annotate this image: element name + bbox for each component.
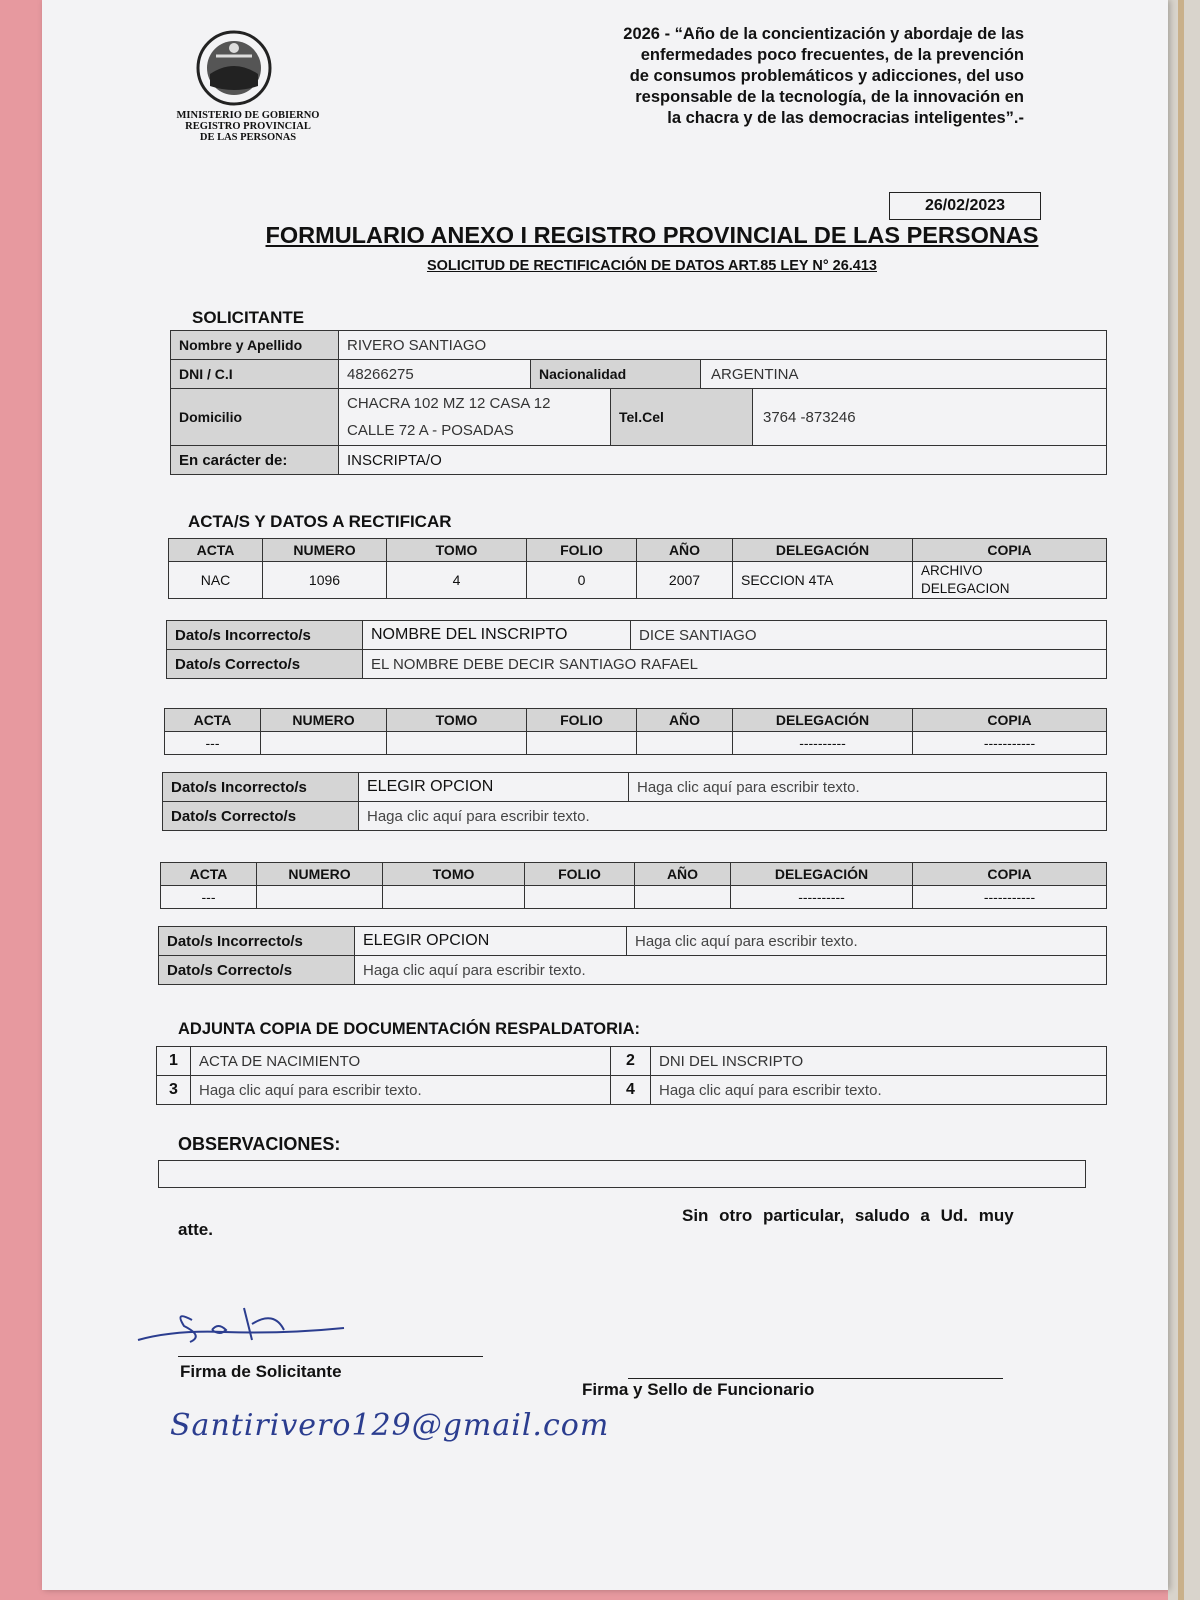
rectification-table-1	[166, 620, 1107, 679]
incorrect-text-field[interactable]: DICE SANTIAGO	[631, 621, 1107, 650]
closing-atte: atte.	[178, 1220, 213, 1239]
acta-table-3	[160, 862, 1107, 909]
ministry-line: MINISTERIO DE GOBIERNO	[176, 110, 320, 121]
acta-delegacion-field[interactable]: ----------	[731, 886, 913, 909]
acta-delegacion-field[interactable]: ----------	[733, 732, 913, 755]
province-seal-icon	[194, 28, 274, 108]
correct-label: Dato/s Correcto/s	[159, 956, 355, 985]
col-copia: COPIA	[913, 539, 1107, 562]
acta-numero-field[interactable]	[257, 886, 383, 909]
incorrect-option-select[interactable]: ELEGIR OPCION	[359, 773, 629, 802]
col-acta: ACTA	[165, 709, 261, 732]
col-copia: COPIA	[913, 709, 1107, 732]
section-adjunta-heading: ADJUNTA COPIA DE DOCUMENTACIÓN RESPALDATORIA:	[178, 1020, 640, 1038]
section-observaciones-heading: OBSERVACIONES:	[178, 1134, 341, 1154]
ministry-line: DE LAS PERSONAS	[199, 132, 297, 143]
acta-copia-field[interactable]	[913, 562, 1107, 599]
col-acta: ACTA	[169, 539, 263, 562]
handwritten-email: Santirivero129@gmail.com	[170, 1408, 610, 1443]
attachment-number: 1	[157, 1047, 191, 1076]
acta-numero-field[interactable]	[261, 732, 387, 755]
acta-numero-field[interactable]: 1096	[263, 562, 387, 599]
acta-type-field[interactable]: ---	[165, 732, 261, 755]
address-label: Domicilio	[171, 389, 339, 446]
closing-text: Sin otro particular, saludo a Ud. muy	[682, 1206, 1014, 1225]
attachments-table	[156, 1046, 1107, 1105]
acta-anio-field[interactable]	[635, 886, 731, 909]
col-copia: COPIA	[913, 863, 1107, 886]
col-delegacion: DELEGACIÓN	[733, 539, 913, 562]
motto-line: 2026 - “Año de la concientización y abordaje de las	[623, 25, 1024, 43]
solicitante-table	[170, 330, 1107, 475]
form-title: FORMULARIO ANEXO I REGISTRO PROVINCIAL DE LAS PERSONAS	[265, 222, 1039, 248]
dni-label: DNI / C.I	[171, 360, 339, 389]
rectification-table-3	[158, 926, 1107, 985]
acta-anio-field[interactable]	[637, 732, 733, 755]
col-numero: NUMERO	[261, 709, 387, 732]
correct-text-field[interactable]: EL NOMBRE DEBE DECIR SANTIAGO RAFAEL	[363, 650, 1107, 679]
acta-delegacion-field[interactable]: SECCION 4TA	[733, 562, 913, 599]
col-folio: FOLIO	[527, 539, 637, 562]
form-page	[42, 0, 1168, 1590]
col-tomo: TOMO	[383, 863, 525, 886]
col-numero: NUMERO	[263, 539, 387, 562]
col-folio: FOLIO	[527, 709, 637, 732]
motto-line: la chacra y de las democracias inteligentes”.-	[667, 109, 1024, 127]
correct-label: Dato/s Correcto/s	[167, 650, 363, 679]
incorrect-option-select[interactable]: ELEGIR OPCION	[355, 927, 627, 956]
date-field[interactable]: 26/02/2023	[889, 192, 1041, 220]
col-anio: AÑO	[637, 709, 733, 732]
col-anio: AÑO	[637, 539, 733, 562]
col-anio: AÑO	[635, 863, 731, 886]
motto	[512, 24, 1024, 129]
caracter-label: En carácter de:	[171, 446, 339, 475]
col-tomo: TOMO	[387, 539, 527, 562]
acta-copia-field[interactable]: -----------	[913, 732, 1107, 755]
signature-label-solicitante: Firma de Solicitante	[180, 1362, 342, 1381]
correct-text-field[interactable]: Haga clic aquí para escribir texto.	[355, 956, 1107, 985]
section-actas-heading: ACTA/S Y DATOS A RECTIFICAR	[188, 512, 452, 531]
signature-label-funcionario: Firma y Sello de Funcionario	[582, 1380, 815, 1399]
acta-type-field[interactable]: ---	[161, 886, 257, 909]
acta-table-2	[164, 708, 1107, 755]
signature-line-solicitante	[178, 1356, 483, 1357]
desk-stripe	[1178, 0, 1184, 1600]
acta-folio-field[interactable]: 0	[527, 562, 637, 599]
incorrect-option-select[interactable]: NOMBRE DEL INSCRIPTO	[363, 621, 631, 650]
motto-line: enfermedades poco frecuentes, de la prevención	[640, 46, 1024, 64]
dni-field[interactable]: 48266275	[339, 360, 531, 389]
address-line: CALLE 72 A - POSADAS	[347, 422, 514, 439]
attachment-number: 3	[157, 1076, 191, 1105]
col-delegacion: DELEGACIÓN	[731, 863, 913, 886]
acta-tomo-field[interactable]: 4	[387, 562, 527, 599]
phone-label: Tel.Cel	[611, 389, 753, 446]
acta-copia-field[interactable]: -----------	[913, 886, 1107, 909]
nationality-field[interactable]: ARGENTINA	[701, 360, 1107, 389]
acta-tomo-field[interactable]	[383, 886, 525, 909]
col-numero: NUMERO	[257, 863, 383, 886]
acta-folio-field[interactable]	[525, 886, 635, 909]
attachment-1-field[interactable]: ACTA DE NACIMIENTO	[191, 1047, 611, 1076]
acta-anio-field[interactable]: 2007	[637, 562, 733, 599]
acta-table-1	[168, 538, 1107, 599]
correct-text-field[interactable]: Haga clic aquí para escribir texto.	[359, 802, 1107, 831]
name-field[interactable]: RIVERO SANTIAGO	[339, 331, 1107, 360]
acta-tomo-field[interactable]	[387, 732, 527, 755]
form-subtitle: SOLICITUD DE RECTIFICACIÓN DE DATOS ART.85 LEY N° 26.413	[426, 258, 877, 274]
address-field[interactable]	[339, 389, 611, 446]
motto-line: responsable de la tecnología, de la innovación en	[635, 88, 1024, 106]
incorrect-label: Dato/s Incorrecto/s	[159, 927, 355, 956]
correct-label: Dato/s Correcto/s	[163, 802, 359, 831]
incorrect-label: Dato/s Incorrecto/s	[163, 773, 359, 802]
attachment-2-field[interactable]: DNI DEL INSCRIPTO	[651, 1047, 1107, 1076]
incorrect-text-field[interactable]: Haga clic aquí para escribir texto.	[629, 773, 1107, 802]
name-label: Nombre y Apellido	[171, 331, 339, 360]
attachment-number: 2	[611, 1047, 651, 1076]
col-tomo: TOMO	[387, 709, 527, 732]
copia-line: DELEGACION	[921, 581, 1010, 596]
ministry-line: REGISTRO PROVINCIAL	[185, 121, 311, 132]
col-acta: ACTA	[161, 863, 257, 886]
col-folio: FOLIO	[525, 863, 635, 886]
signature-line-funcionario	[628, 1378, 1003, 1379]
ministry-header	[168, 110, 328, 143]
address-line: CHACRA 102 MZ 12 CASA 12	[347, 395, 551, 412]
phone-field[interactable]: 3764 -873246	[753, 389, 1107, 446]
handwritten-signature	[134, 1300, 364, 1360]
section-solicitante-heading: SOLICITANTE	[192, 308, 305, 327]
incorrect-text-field[interactable]: Haga clic aquí para escribir texto.	[627, 927, 1107, 956]
copia-line: ARCHIVO	[921, 563, 983, 578]
acta-folio-field[interactable]	[527, 732, 637, 755]
attachment-3-field[interactable]: Haga clic aquí para escribir texto.	[191, 1076, 611, 1105]
background-desk-edge	[1168, 0, 1200, 1600]
acta-type-field[interactable]: NAC	[169, 562, 263, 599]
attachment-4-field[interactable]: Haga clic aquí para escribir texto.	[651, 1076, 1107, 1105]
rectification-table-2	[162, 772, 1107, 831]
col-delegacion: DELEGACIÓN	[733, 709, 913, 732]
incorrect-label: Dato/s Incorrecto/s	[167, 621, 363, 650]
observaciones-field[interactable]	[158, 1160, 1086, 1188]
caracter-select[interactable]: INSCRIPTA/O	[339, 446, 1107, 475]
motto-line: de consumos problemáticos y adicciones, del uso	[629, 67, 1024, 85]
attachment-number: 4	[611, 1076, 651, 1105]
nationality-label: Nacionalidad	[531, 360, 701, 389]
